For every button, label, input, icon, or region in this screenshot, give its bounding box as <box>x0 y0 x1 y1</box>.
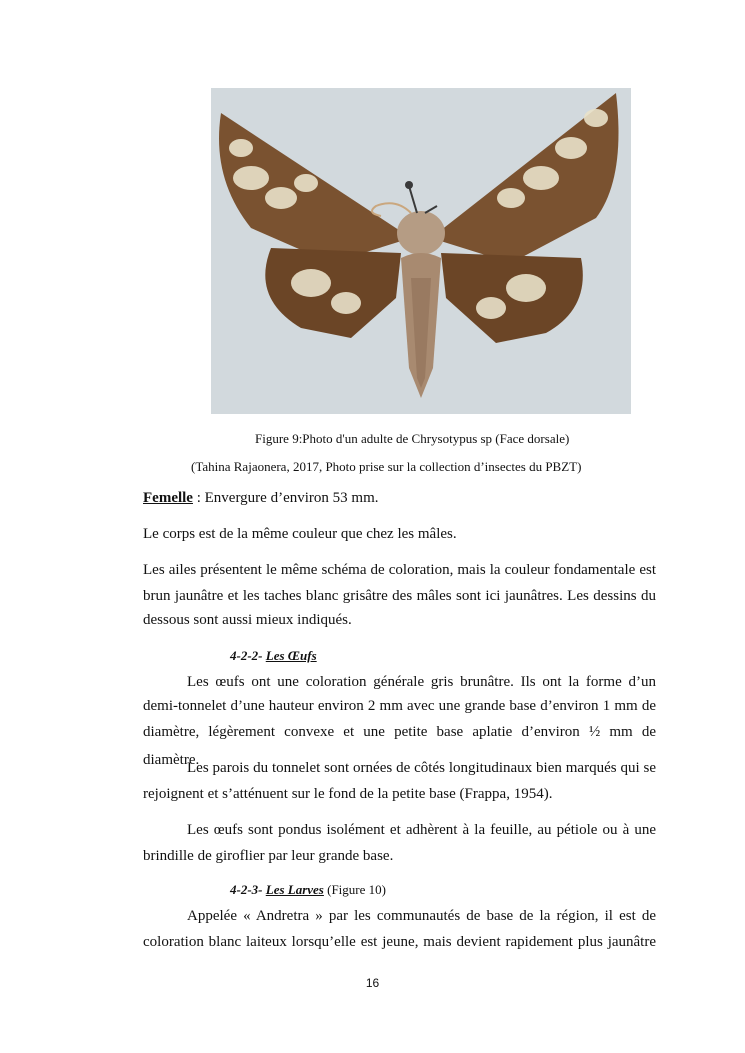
paragraph-ailes-line-2: brun jaunâtre et les taches blanc grisâtre des mâles sont ici jaunâtres. Les dessins du <box>143 588 656 604</box>
paragraph-oeufs-2-line-2: rejoignent et s’atténuent sur le fond de la petite base (Frappa, 1954). <box>143 786 553 802</box>
section-heading-oeufs <box>230 648 317 664</box>
page-number: 16 <box>365 976 380 990</box>
femelle-text: : Envergure d’environ 53 mm. <box>192 490 379 506</box>
paragraph-oeufs-2-line-1: Les parois du tonnelet sont ornées de côtés longitudinaux bien marqués qui se <box>187 760 656 776</box>
paragraph-oeufs-3-line-1: Les œufs sont pondus isolément et adhèrent à la feuille, au pétiole ou à une <box>187 822 656 838</box>
section-heading-larves <box>230 882 386 898</box>
section-number-oeufs: 4-2-2- <box>230 648 263 663</box>
paragraph-oeufs-1-line-3: diamètre, légèrement convexe et une petite base aplatie d’environ ½ mm de diamètre. <box>143 724 656 768</box>
moth-photo <box>211 88 631 414</box>
paragraph-larves-line-1: Appelée « Andretra » par les communautés de base de la région, il est de <box>187 908 656 924</box>
section-ref-larves: (Figure 10) <box>327 882 386 897</box>
figure-credit: (Tahina Rajaonera, 2017, Photo prise sur la collection d’insectes du PBZT) <box>191 459 582 474</box>
section-title-larves: Les Larves <box>265 882 324 897</box>
paragraph-corps: Le corps est de la même couleur que chez les mâles. <box>143 526 457 542</box>
paragraph-oeufs-1-line-1: Les œufs ont une coloration générale gris brunâtre. Ils ont la forme d’un <box>187 674 656 690</box>
paragraph-ailes-line-3: dessous sont aussi mieux indiqués. <box>143 612 352 628</box>
figure-caption: Figure 9:Photo d'un adulte de Chrysotypus sp (Face dorsale) <box>255 431 570 446</box>
section-number-larves: 4-2-3- <box>230 882 263 897</box>
paragraph-larves-line-2: coloration blanc laiteux lorsqu’elle est jeune, mais devient rapidement plus jaunâtre <box>143 934 656 950</box>
paragraph-oeufs-3-line-2: brindille de giroflier par leur grande base. <box>143 848 394 864</box>
femelle-label: Femelle <box>143 490 193 506</box>
paragraph-ailes-line-1: Les ailes présentent le même schéma de coloration, mais la couleur fondamentale est <box>143 562 656 578</box>
section-title-oeufs: Les Œufs <box>265 648 317 663</box>
paragraph-oeufs-1-line-2: demi-tonnelet d’une hauteur environ 2 mm avec une grande base d’environ 1 mm de <box>143 698 656 714</box>
femelle-line <box>143 484 656 512</box>
